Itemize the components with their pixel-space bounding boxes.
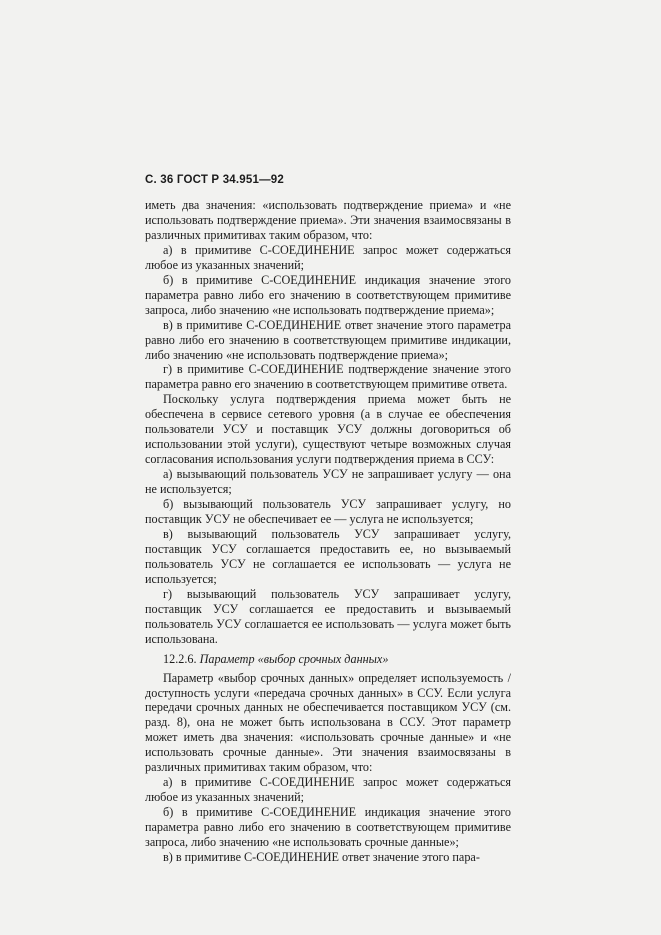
document-body (145, 198, 511, 865)
paragraph: в) вызывающий пользователь УСУ запрашивает услугу, поставщик УСУ соглашается предоставить ее, но вызываемый пользователь УСУ не соглашается ее использовать — услуга не используется; (145, 526, 511, 586)
paragraph: б) в примитиве С-СОЕДИНЕНИЕ индикация значение этого параметра равно либо его значению в соответствующем примитиве запроса, либо значению «не использовать срочные данные»; (145, 805, 511, 850)
paragraph: б) в примитиве С-СОЕДИНЕНИЕ индикация значение этого параметра равно либо его значению в соответствующем примитиве запроса, либо значению «не использовать подтверждение приема»; (145, 272, 511, 317)
paragraph: в) в примитиве С-СОЕДИНЕНИЕ ответ значение этого пара- (163, 849, 480, 864)
paragraph: б) вызывающий пользователь УСУ запрашивает услугу, но поставщик УСУ не обеспечивает ее — услуга не используется; (145, 497, 511, 527)
paragraph: в) в примитиве С-СОЕДИНЕНИЕ ответ значение этого параметра равно либо его значению в соответствующем примитиве индикации, либо значению «не использовать подтверждение приема»; (145, 317, 511, 362)
section-heading (145, 652, 511, 667)
section-number: 12.2.6. (163, 651, 197, 666)
paragraph: а) в примитиве С-СОЕДИНЕНИЕ запрос может содержаться любое из указанных значений; (145, 242, 511, 272)
section-title: Параметр «выбор срочных данных» (199, 651, 389, 666)
paragraph: Поскольку услуга подтверждения приема может быть не обеспечена в сервисе сетевого уровня (а в случае ее обеспечения пользователи УСУ и поставщик УСУ должны договориться об использовании этой услуги), существуют четыре возможных случая согласования использования услуги подтверждения приема в ССУ: (145, 392, 511, 467)
paragraph: а) в примитиве С-СОЕДИНЕНИЕ запрос может содержаться любое из указанных значений; (145, 775, 511, 805)
paragraph: иметь два значения: «использовать подтверждение приема» и «не использовать подтверждение приема». Эти значения взаимосвязаны в различных примитивах таким образом, что: (145, 198, 511, 242)
paragraph: а) вызывающий пользователь УСУ не запрашивает услугу — она не используется; (145, 467, 511, 497)
page-header: С. 36 ГОСТ Р 34.951—92 (145, 174, 284, 186)
paragraph: Параметр «выбор срочных данных» определяет используемость /доступность услуги «передача срочных данных» в ССУ. Если услуга передачи срочных данных не обеспечивается поставщиком УСУ (см. разд. 8), она не может быть использована в ССУ. Этот параметр может иметь два значения: «использовать срочные данные» и «не использовать срочные данные». Эти значения взаимосвязаны в различных примитивах таким образом, что: (145, 670, 511, 775)
paragraph: г) вызывающий пользователь УСУ запрашивает услугу, поставщик УСУ соглашается ее предоставить и вызываемый пользователь УСУ соглашается ее использовать — услуга может быть использована. (145, 586, 511, 646)
paragraph: г) в примитиве С-СОЕДИНЕНИЕ подтверждение значение этого параметра равно его значению в соответствующем примитиве ответа. (145, 362, 511, 392)
